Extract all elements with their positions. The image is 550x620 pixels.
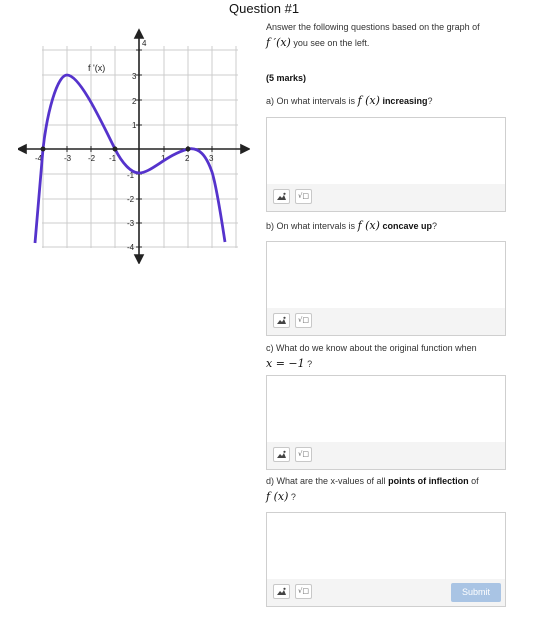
intro-text-after: you see on the left.: [293, 38, 370, 48]
question-b-expr: f (x): [357, 219, 380, 232]
function-label: f '(x): [88, 63, 106, 73]
x-tick-label: 1: [161, 154, 166, 163]
question-a-bold: increasing: [382, 96, 428, 106]
axes: [18, 30, 249, 263]
question-a-text: [266, 93, 511, 109]
intro-panel: [266, 19, 511, 51]
y-tick-label: -4: [127, 243, 135, 252]
question-b-prefix: b) On what intervals is: [266, 221, 356, 231]
question-d-suffix: ?: [290, 492, 296, 502]
answer-toolbar-d: [267, 579, 505, 606]
insert-image-button[interactable]: [273, 313, 290, 328]
insert-math-button[interactable]: √□: [295, 313, 312, 328]
x-tick-label: 2: [185, 154, 190, 163]
intro-text-before: Answer the following questions based on the graph of: [266, 22, 480, 32]
question-a-expr: f (x): [357, 94, 380, 107]
insert-math-button[interactable]: √□: [295, 584, 312, 599]
insert-math-button[interactable]: √□: [295, 447, 312, 462]
question-d-mid: of: [471, 476, 479, 486]
answer-toolbar-c: [267, 442, 505, 469]
question-b-text: [266, 218, 511, 234]
answer-input-a[interactable]: [267, 118, 505, 185]
answer-input-d[interactable]: [267, 513, 505, 580]
y-tick-label: 3: [132, 72, 137, 81]
insert-image-button[interactable]: [273, 584, 290, 599]
answer-box-a[interactable]: [266, 117, 506, 212]
y-tick-label: 4: [142, 39, 147, 48]
insert-image-button[interactable]: [273, 189, 290, 204]
answer-input-c[interactable]: [267, 376, 505, 443]
image-icon: [276, 316, 287, 325]
answer-box-d[interactable]: [266, 512, 506, 607]
image-icon: [276, 587, 287, 596]
insert-image-button[interactable]: [273, 447, 290, 462]
answer-toolbar-b: [267, 308, 505, 335]
y-tick-label: -3: [127, 219, 135, 228]
y-tick-label: 2: [132, 97, 137, 106]
answer-toolbar-a: [267, 184, 505, 211]
question-d-prefix: d) What are the x-values of all: [266, 476, 386, 486]
marks-label: (5 marks): [266, 73, 307, 83]
question-d-bold: points of inflection: [388, 476, 469, 486]
x-tick-label: -3: [64, 154, 72, 163]
x-tick-label: -1: [109, 154, 117, 163]
insert-math-button[interactable]: √□: [295, 189, 312, 204]
derivative-graph: [18, 28, 250, 264]
answer-box-c[interactable]: [266, 375, 506, 470]
image-icon: [276, 450, 287, 459]
question-c-expr: x = −1: [266, 357, 305, 370]
x-tick-label: -4: [35, 154, 43, 163]
question-b-bold: concave up: [382, 221, 432, 231]
question-d-text: [266, 474, 511, 505]
question-a-prefix: a) On what intervals is: [266, 96, 356, 106]
intro-text: [266, 19, 511, 51]
answer-box-b[interactable]: [266, 241, 506, 336]
x-tick-label: 3: [209, 154, 214, 163]
question-b-suffix: ?: [431, 221, 437, 231]
y-tick-label: -1: [127, 171, 135, 180]
question-c-prefix: c) What do we know about the original function when: [266, 343, 477, 353]
image-icon: [276, 192, 287, 201]
question-c-text: [266, 341, 511, 372]
question-c-suffix: ?: [307, 359, 313, 369]
intro-expr: f ′(x): [266, 36, 291, 49]
y-tick-label: -2: [127, 195, 135, 204]
answer-input-b[interactable]: [267, 242, 505, 309]
question-title: Question #1: [229, 1, 300, 16]
question-a-suffix: ?: [427, 96, 433, 106]
submit-button[interactable]: Submit: [451, 583, 501, 602]
y-tick-label: 1: [132, 121, 137, 130]
question-d-expr: f (x): [266, 490, 289, 503]
x-tick-label: -2: [88, 154, 96, 163]
